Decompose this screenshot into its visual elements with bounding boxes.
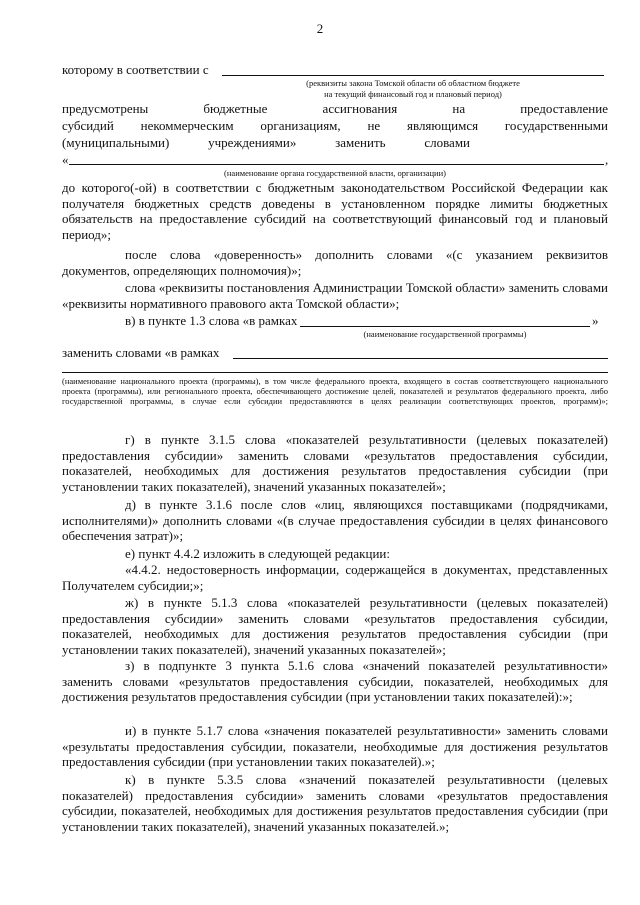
field-note: (реквизиты закона Томской области об областном бюджете <box>306 78 520 88</box>
paragraph: е) пункт 4.4.2 изложить в следующей редакции: <box>125 546 390 561</box>
field-note: (наименование органа государственной власти, организации) <box>224 168 446 178</box>
field-note: (наименование национального проекта (программы), в том числе федерального проекта, входящего в состав соответствующего национального проекта (программы), или регионального проекта, обеспечивающего достижение целей, показателей и результатов федерального проекта, либо государственной программы, в случае если субсидии предоставляются в целях реализации соответствующих проектов, программ)»; <box>62 376 608 406</box>
paragraph: «4.4.2. недостоверность информации, содержащейся в документах, представленных Получателем субсидии;»; <box>62 562 608 593</box>
text-line: заменить словами «в рамках <box>62 345 220 360</box>
comma: , <box>605 152 609 167</box>
fill-line <box>62 372 608 373</box>
fill-line <box>69 164 604 165</box>
line-reference-intro: которому в соответствии с <box>62 62 209 77</box>
field-note: на текущий финансовый год и плановый период) <box>324 89 502 99</box>
paragraph: слова «реквизиты постановления Администрации Томской области» заменить словами «реквизиты нормативного правового акта Томской области»; <box>62 280 608 311</box>
paragraph: г) в пункте 3.1.5 слова «показателей результативности (целевых показателей) предоставления субсидии» заменить словами «результатов предоставления субсидии, показателей, необходимых для достижения результатов предоставления субсидии (при установлении таких показателей), значений указанных показателей»; <box>62 432 608 494</box>
page-number: 2 <box>316 21 324 36</box>
paragraph: до которого(-ой) в соответствии с бюджетным законодательством Российской Федерации как получателя бюджетных средств доведены в установленном порядке лимиты бюджетных обязательств на предоставление субсидий на соответствующий финансовый год и плановый период»; <box>62 180 608 242</box>
paragraph: к) в пункте 5.3.5 слова «значений показателей результативности (целевых показателей) предоставления субсидии» заменить словами «результатов предоставления субсидии, показателей, необходимых для достижения результатов предоставления субсидии (при установлении таких показателей), значений указанных показателей.»; <box>62 772 608 834</box>
fill-line <box>222 75 604 76</box>
paragraph: ж) в пункте 5.1.3 слова «показателей результативности (целевых показателей) предоставления субсидии» заменить словами «результатов предоставления субсидии, показателей, необходимых для достижения результатов предоставления субсидии (при установлении таких показателей), значений указанных показателей»; <box>62 595 608 657</box>
quote-close: » <box>592 313 599 328</box>
text-line: субсидий некоммерческим организациям, не являющимся государственными <box>62 118 608 133</box>
text-line: (муниципальными) учреждениями» заменить словами <box>62 135 470 150</box>
paragraph: и) в пункте 5.1.7 слова «значения показателей результативности» заменить словами «результаты предоставления субсидии, показатели, необходимые для достижения результатов предоставления субсидии (при установлении таких показателей).»; <box>62 723 608 769</box>
text-line: в) в пункте 1.3 слова «в рамках <box>125 313 298 328</box>
fill-line <box>300 326 590 327</box>
text-line: предусмотрены бюджетные ассигнования на предоставление <box>62 101 608 116</box>
field-note: (наименование государственной программы) <box>363 329 527 339</box>
paragraph: з) в подпункте 3 пункта 5.1.6 слова «значений показателей результативности» заменить словами «результатов предоставления субсидии, показателей, необходимых для достижения результатов предоставления субсидии (при установлении таких показателей):»; <box>62 658 608 704</box>
quote-open: « <box>62 152 69 167</box>
fill-line <box>233 358 608 359</box>
paragraph: после слова «доверенность» дополнить словами «(с указанием реквизитов документов, определяющих полномочия)»; <box>62 247 608 278</box>
paragraph: д) в пункте 3.1.6 после слов «лиц, являющихся поставщиками (подрядчиками, исполнителями)» дополнить словами «(в случае предоставления субсидии в целях финансового обеспечения затрат)»; <box>62 497 608 543</box>
